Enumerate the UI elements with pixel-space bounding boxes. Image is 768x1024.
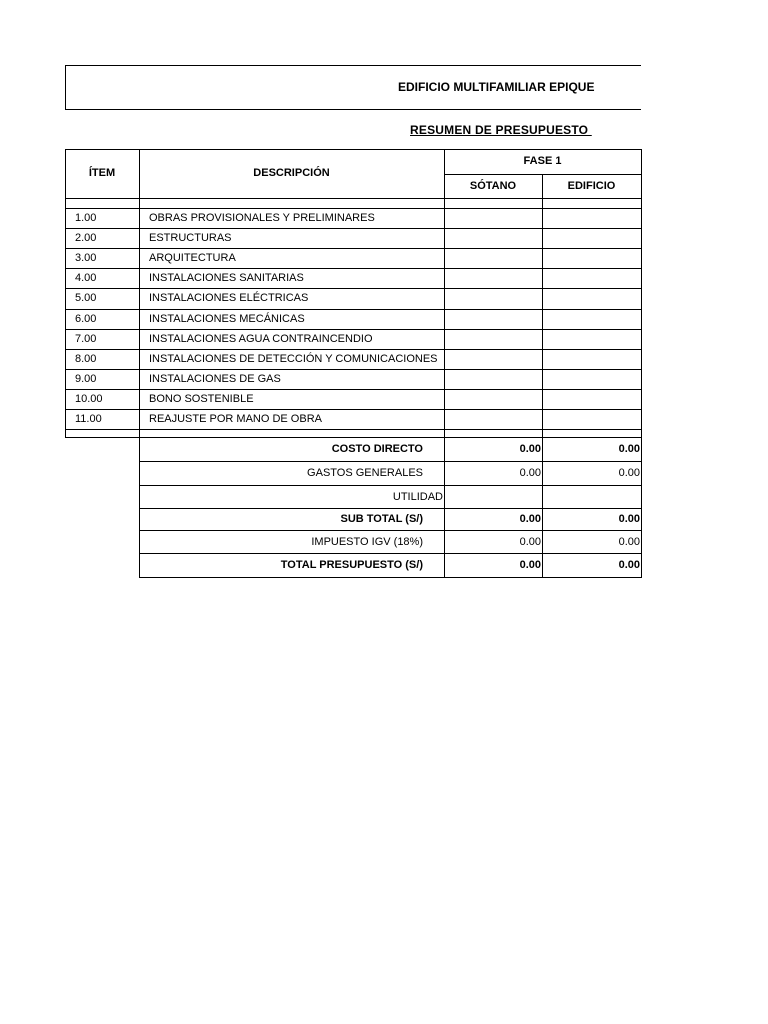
summary-value-sotano: 0.00 [519, 467, 541, 479]
row-item-number: 9.00 [75, 373, 97, 385]
row-line [65, 268, 641, 269]
summary-label: TOTAL PRESUPUESTO (S/) [280, 559, 423, 571]
row-description: INSTALACIONES ELÉCTRICAS [149, 292, 309, 304]
col-line-right [641, 149, 642, 438]
summary-row-line [139, 530, 641, 531]
header-bottom-line [65, 198, 641, 199]
row-description: INSTALACIONES DE DETECCIÓN Y COMUNICACIONES [149, 353, 438, 365]
document-subtitle: RESUMEN DE PRESUPUESTO [410, 123, 592, 137]
row-line [65, 248, 641, 249]
summary-value-sotano: 0.00 [519, 536, 541, 548]
summary-row-line [139, 508, 641, 509]
summary-value-sotano: 0.00 [519, 513, 541, 525]
summary-bottom-line [139, 577, 641, 578]
col-line-left [65, 149, 66, 438]
summary-value-edificio: 0.00 [618, 513, 640, 525]
row-item-number: 3.00 [75, 252, 97, 264]
row-line [65, 228, 641, 229]
row-line [65, 429, 641, 430]
row-description: REAJUSTE POR MANO DE OBRA [149, 413, 322, 425]
col-line-item [139, 149, 140, 438]
row-line [65, 349, 641, 350]
summary-value-edificio: 0.00 [618, 443, 640, 455]
summary-value-edificio: 0.00 [618, 467, 640, 479]
summary-row-line [139, 485, 641, 486]
summary-row-line [139, 461, 641, 462]
row-line [65, 288, 641, 289]
column-header-edificio: EDIFICIO [567, 180, 616, 192]
column-header-description: DESCRIPCIÓN [253, 167, 330, 179]
summary-value-sotano: 0.00 [519, 443, 541, 455]
row-item-number: 4.00 [75, 272, 97, 284]
row-item-number: 6.00 [75, 313, 97, 325]
row-line [65, 389, 641, 390]
row-item-number: 10.00 [75, 393, 103, 405]
row-item-number: 7.00 [75, 333, 97, 345]
row-item-number: 11.00 [75, 413, 102, 425]
summary-col-line-sotano [542, 437, 543, 578]
row-description: INSTALACIONES MECÁNICAS [149, 313, 305, 325]
summary-label: UTILIDAD [392, 491, 443, 503]
row-description: OBRAS PROVISIONALES Y PRELIMINARES [149, 212, 375, 224]
summary-label: SUB TOTAL (S/) [340, 513, 423, 525]
header-top-line [65, 149, 641, 150]
row-line [65, 369, 641, 370]
row-item-number: 1.00 [75, 212, 97, 224]
document-title: EDIFICIO MULTIFAMILIAR EPIQUE [398, 80, 595, 94]
row-item-number: 5.00 [75, 292, 97, 304]
summary-col-line-label [444, 437, 445, 578]
column-header-item: ÍTEM [88, 167, 116, 179]
row-line [65, 309, 641, 310]
summary-col-line-left [139, 437, 140, 578]
summary-value-edificio: 0.00 [618, 536, 640, 548]
column-header-sotano: SÓTANO [469, 180, 517, 192]
row-line [65, 329, 641, 330]
row-description: INSTALACIONES SANITARIAS [149, 272, 304, 284]
row-description: INSTALACIONES AGUA CONTRAINCENDIO [149, 333, 373, 345]
column-header-group: FASE 1 [523, 155, 562, 167]
summary-top-line [139, 437, 641, 438]
summary-label: COSTO DIRECTO [331, 443, 423, 455]
row-description: ARQUITECTURA [149, 252, 236, 264]
summary-value-sotano: 0.00 [519, 559, 541, 571]
row-description: ESTRUCTURAS [149, 232, 232, 244]
row-description: BONO SOSTENIBLE [149, 393, 254, 405]
summary-label: IMPUESTO IGV (18%) [311, 536, 423, 548]
summary-value-edificio: 0.00 [618, 559, 640, 571]
summary-col-line-right [641, 437, 642, 578]
row-item-number: 2.00 [75, 232, 97, 244]
row-description: INSTALACIONES DE GAS [149, 373, 281, 385]
summary-label: GASTOS GENERALES [307, 467, 423, 479]
spacer-line [65, 208, 641, 209]
row-line [65, 409, 641, 410]
summary-row-line [139, 553, 641, 554]
row-item-number: 8.00 [75, 353, 97, 365]
col-line-sotano [542, 174, 543, 438]
